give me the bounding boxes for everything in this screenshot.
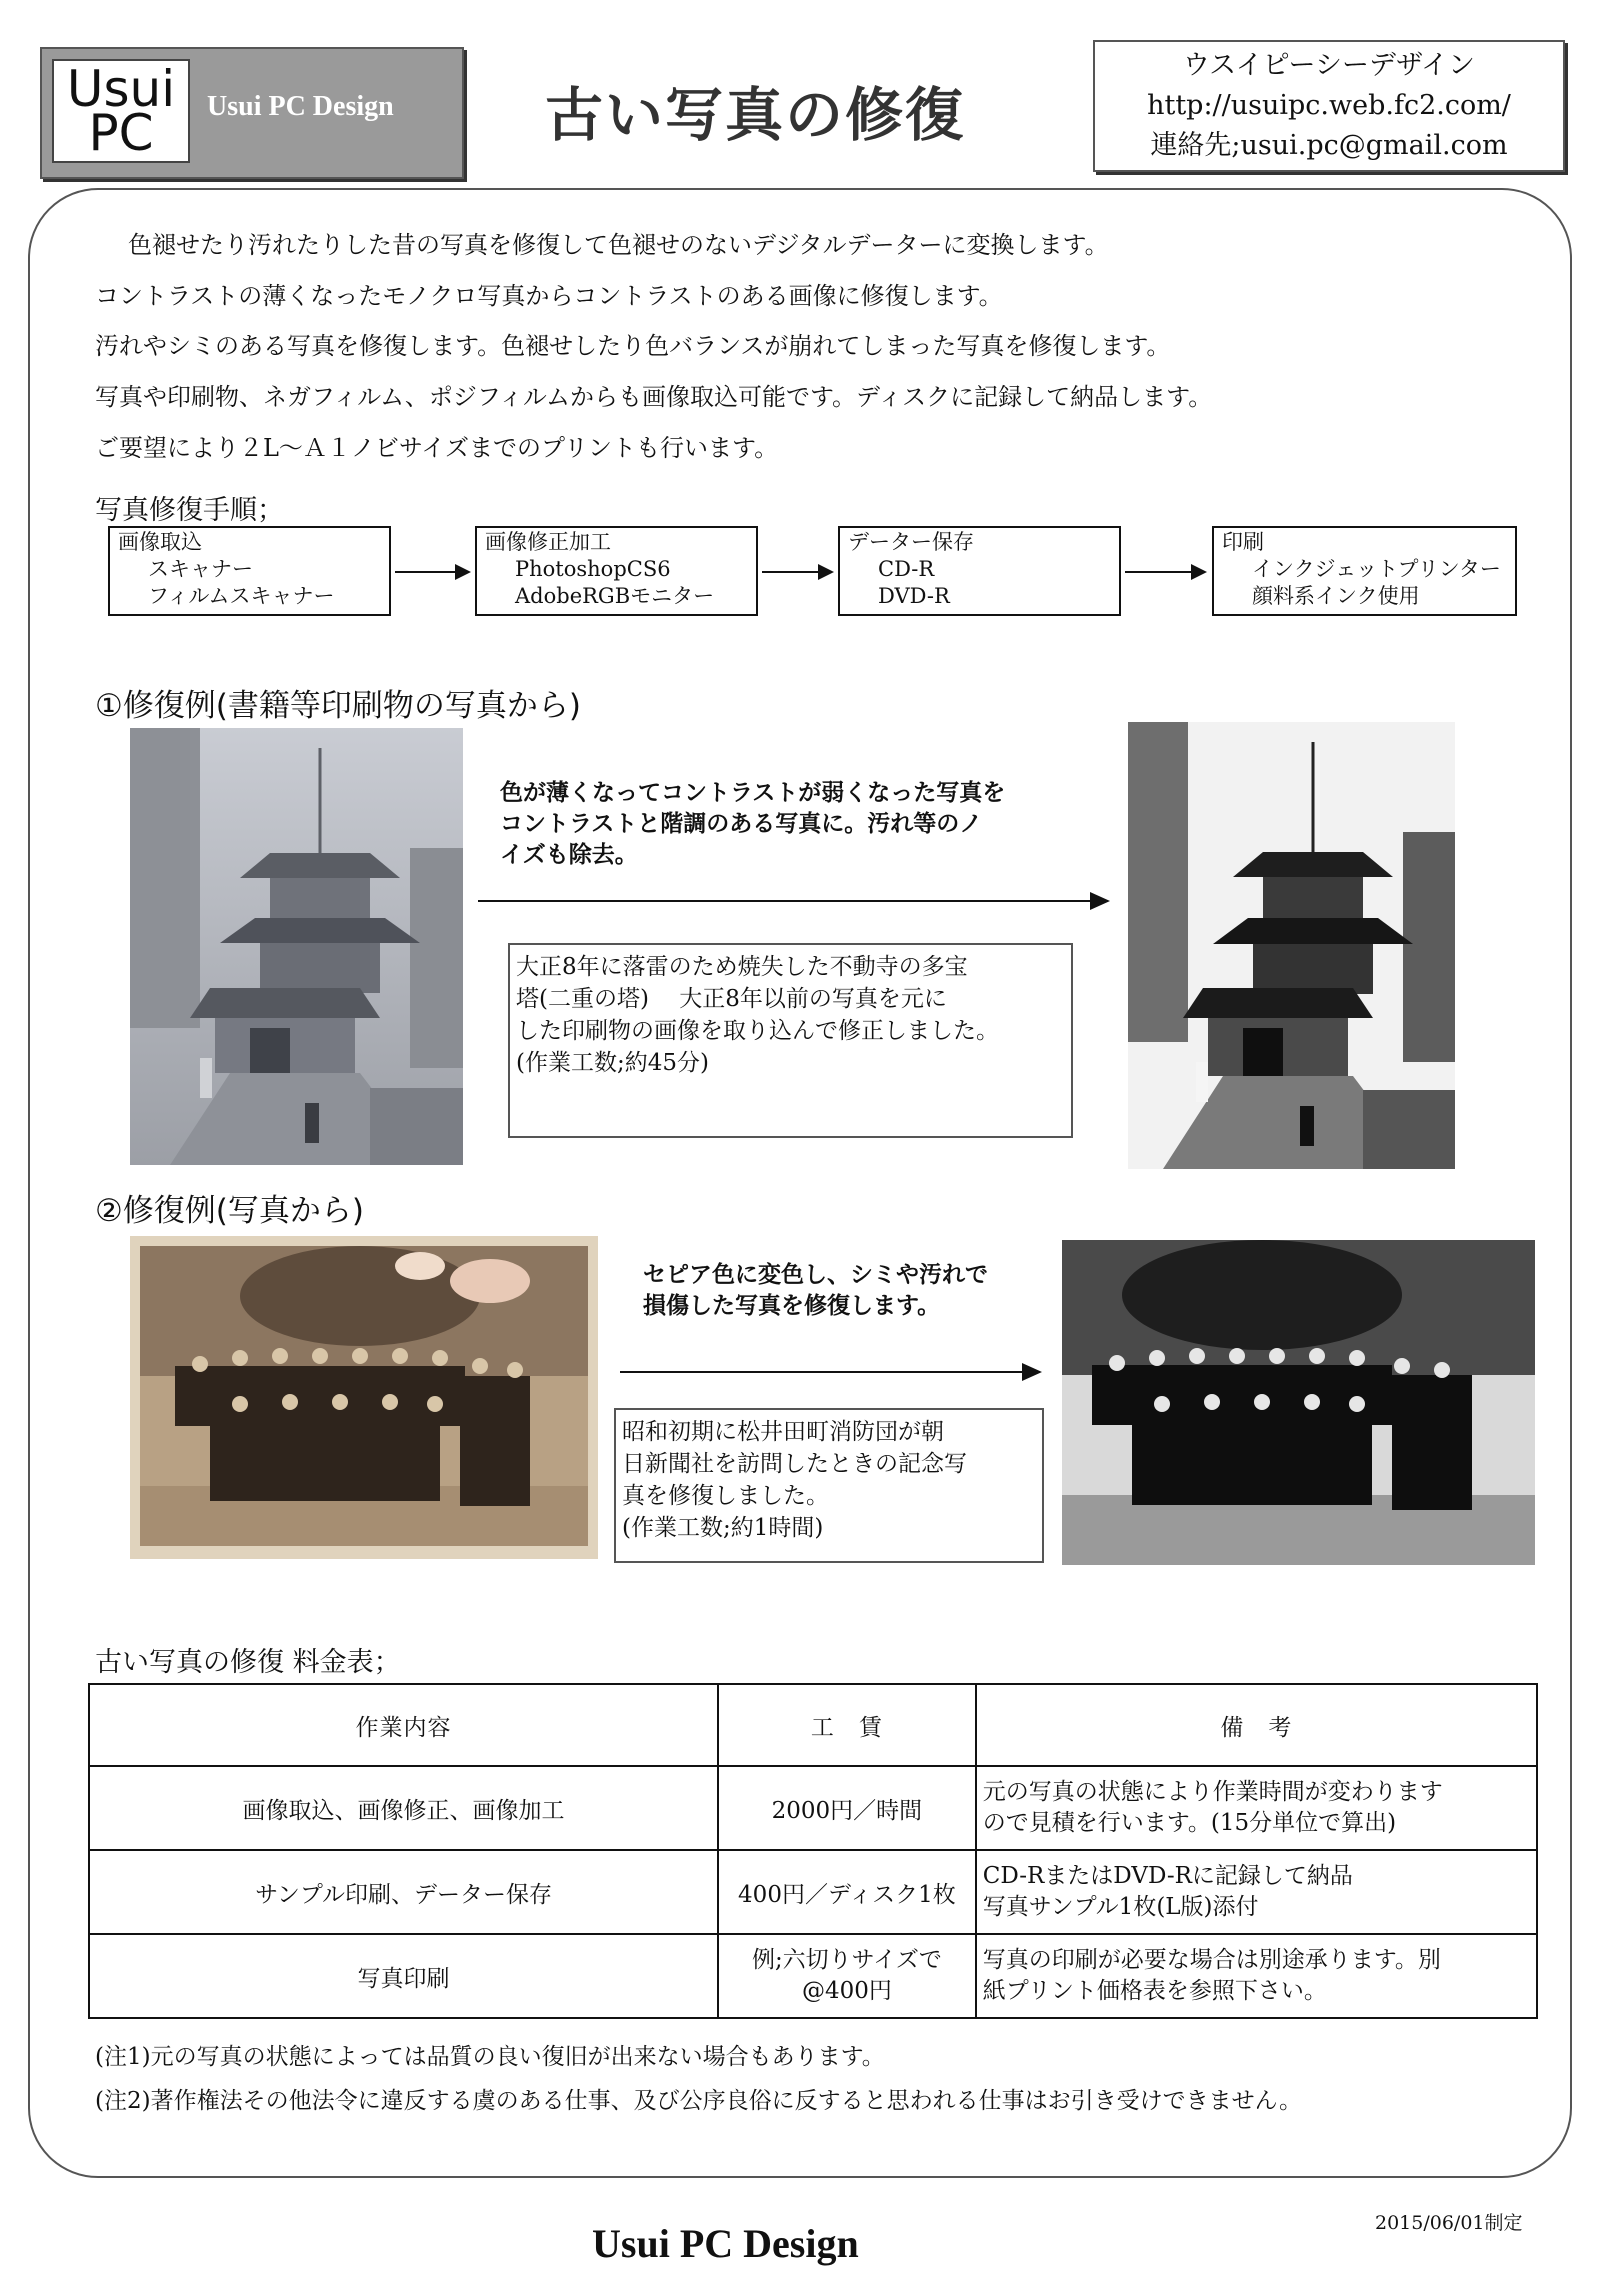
step-detail: 顔料系インク使用 [1252, 584, 1420, 608]
step-detail: インクジェットプリンター [1252, 557, 1501, 581]
contact-url[interactable]: http://usuipc.web.fc2.com/ [1147, 90, 1511, 121]
caption-line: 損傷した写真を修復します。 [643, 1293, 941, 1319]
note-line: 真を修復しました。 [622, 1483, 829, 1509]
logo-mark-line2: PC [88, 104, 154, 162]
caption-line: 色が薄くなってコントラストが弱くなった写真を [500, 780, 1006, 806]
example1-heading: ①修復例(書籍等印刷物の写真から) [95, 688, 581, 724]
note-cell [976, 1766, 1537, 1850]
note-line: 写真の印刷が必要な場合は別途承ります。別 [982, 1947, 1441, 1973]
fee-line: @400円 [801, 1978, 892, 2004]
pagoda-photo-before [130, 728, 463, 1165]
contact-box [1093, 40, 1565, 172]
example2-note [614, 1408, 1044, 1563]
note-cell [976, 1850, 1537, 1934]
column-header: 備 考 [976, 1684, 1537, 1766]
note-line: CD-RまたはDVD-Rに記録して納品 [982, 1863, 1353, 1889]
step-detail: AdobeRGBモニター [515, 584, 715, 608]
step-box-edit [475, 526, 758, 616]
firefighters-photo-after [1062, 1240, 1535, 1565]
footnote: (注2)著作権法その他法令に違反する虞のある仕事、及び公序良俗に反すると思われる仕事はお引き受けできません。 [95, 2088, 1302, 2114]
flow-arrow [762, 571, 832, 573]
example2-caption [643, 1260, 988, 1322]
step-title: 印刷 [1222, 530, 1264, 554]
footer-brand: Usui PC Design [592, 2221, 859, 2266]
task-cell: 写真印刷 [89, 1934, 718, 2018]
note-line: 元の写真の状態により作業時間が変わります [982, 1779, 1443, 1805]
intro-line: 写真や印刷物、ネガフィルム、ポジフィルムからも画像取込可能です。ディスクに記録して納品します。 [95, 383, 1213, 411]
pagoda-photo-after [1128, 722, 1455, 1169]
note-line: ので見積を行います。(15分単位で算出) [982, 1810, 1397, 1836]
task-cell: サンプル印刷、データー保存 [89, 1850, 718, 1934]
page-title: 古い写真の修復 [545, 81, 966, 149]
table-row [89, 1850, 1537, 1934]
example1-caption [500, 778, 1005, 871]
fee-cell [718, 1934, 976, 2018]
step-title: 画像修正加工 [485, 530, 611, 554]
note-line: 塔(二重の塔) 大正8年以前の写真を元に [516, 986, 947, 1012]
step-detail: PhotoshopCS6 [515, 557, 671, 581]
step-box-capture [108, 526, 391, 616]
logo [40, 47, 464, 179]
step-title: データー保存 [848, 530, 974, 554]
fee-line: 例;六切りサイズで [751, 1947, 942, 1973]
step-detail: スキャナー [148, 557, 253, 581]
intro-line: 色褪せたり汚れたりした昔の写真を修復して色褪せのないデジタルデーターに変換します。 [128, 231, 1109, 259]
note-line: (作業工数;約45分) [516, 1050, 709, 1076]
note-line: 日新聞社を訪問したときの記念写 [622, 1451, 967, 1477]
step-title: 画像取込 [118, 530, 202, 554]
note-line: 写真サンプル1枚(L版)添付 [982, 1894, 1259, 1920]
table-row [89, 1934, 1537, 2018]
contact-email[interactable]: 連絡先;usui.pc@gmail.com [1150, 130, 1508, 161]
caption-line: イズも除去。 [500, 842, 638, 868]
step-detail: フィルムスキャナー [148, 584, 335, 608]
column-header: 作業内容 [89, 1684, 718, 1766]
table-row [89, 1766, 1537, 1850]
price-table [88, 1683, 1538, 2019]
established-date: 2015/06/01制定 [1375, 2212, 1523, 2234]
fee-cell [718, 1766, 976, 1850]
logo-name: Usui PC Design [207, 91, 394, 122]
step-box-save [838, 526, 1121, 616]
task-cell: 画像取込、画像修正、画像加工 [89, 1766, 718, 1850]
note-line: 紙プリント価格表を参照下さい。 [982, 1978, 1327, 2004]
before-after-arrow [620, 1371, 1040, 1373]
note-line: した印刷物の画像を取り込んで修正しました。 [516, 1018, 999, 1044]
step-detail: CD-R [878, 557, 935, 581]
table-header-row [89, 1684, 1537, 1766]
logo-mark-line1: Usui [66, 60, 176, 118]
step-detail: DVD-R [878, 584, 950, 608]
fee-line: 400円／ディスク1枚 [738, 1881, 956, 1908]
flow-arrow [395, 571, 469, 573]
column-header: 工 賃 [718, 1684, 976, 1766]
fee-cell [718, 1850, 976, 1934]
note-line: 大正8年に落雷のため焼失した不動寺の多宝 [516, 954, 968, 980]
steps-heading: 写真修復手順； [95, 495, 284, 526]
contact-company: ウスイピーシーデザイン [1182, 50, 1476, 81]
before-after-arrow [478, 900, 1108, 902]
logo-mark [52, 59, 190, 163]
note-cell [976, 1934, 1537, 2018]
example1-note [508, 943, 1073, 1138]
note-line: (作業工数;約1時間) [622, 1515, 824, 1541]
example2-heading: ②修復例(写真から) [95, 1193, 364, 1229]
flow-arrow [1125, 571, 1205, 573]
intro-line: 汚れやシミのある写真を修復します。色褪せしたり色バランスが崩れてしまった写真を修復します。 [95, 332, 1171, 360]
intro-line: ご要望により２L〜Ａ１ノビサイズまでのプリントも行います。 [95, 434, 779, 462]
caption-line: セピア色に変色し、シミや汚れで [643, 1262, 988, 1288]
step-box-print [1212, 526, 1517, 616]
firefighters-photo-before [130, 1236, 598, 1559]
fee-line: 2000円／時間 [771, 1797, 923, 1824]
caption-line: コントラストと階調のある写真に。汚れ等のノ [500, 811, 983, 837]
footnote: (注1)元の写真の状態によっては品質の良い復旧が出来ない場合もあります。 [95, 2044, 885, 2070]
price-heading: 古い写真の修復 料金表； [95, 1647, 401, 1678]
note-line: 昭和初期に松井田町消防団が朝 [622, 1419, 944, 1445]
intro-line: コントラストの薄くなったモノクロ写真からコントラストのある画像に修復します。 [95, 282, 1003, 310]
